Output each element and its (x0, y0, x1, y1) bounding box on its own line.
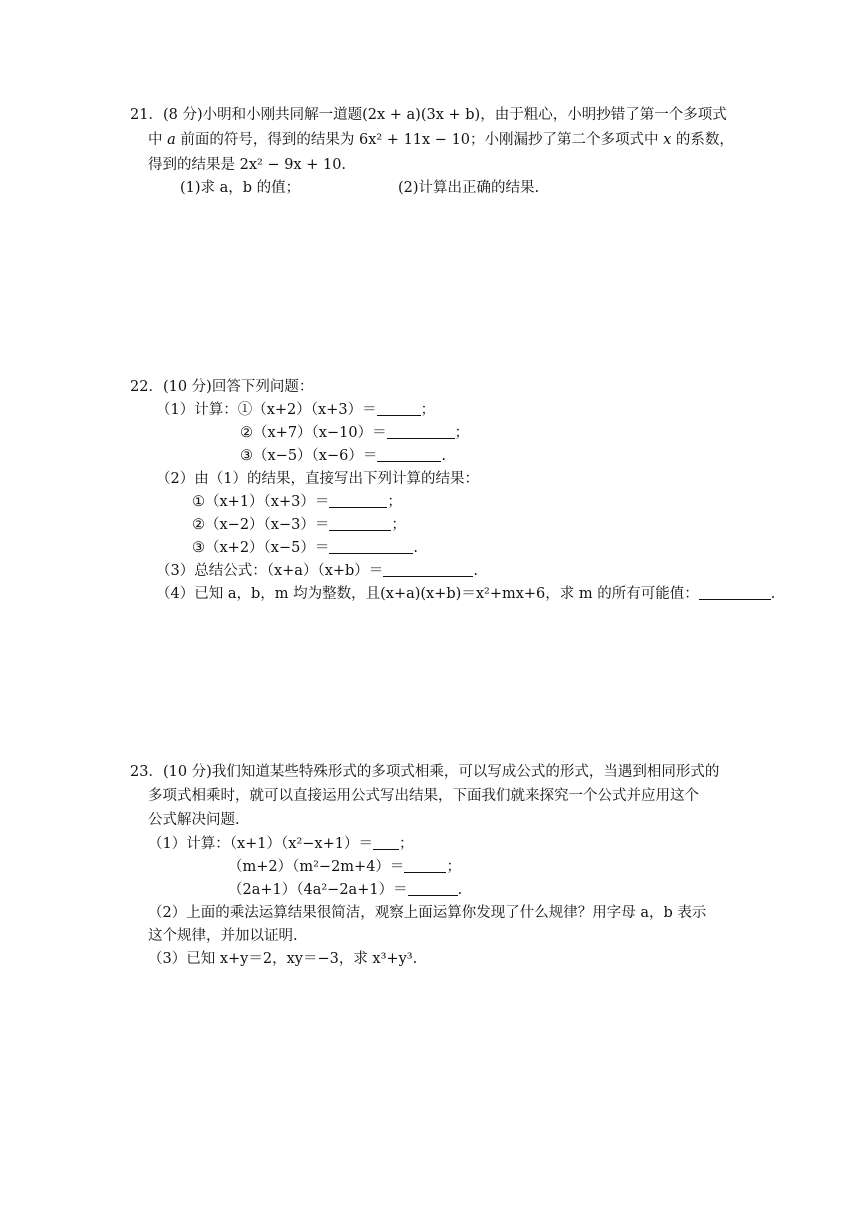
answer-blank[interactable] (373, 834, 399, 850)
q22-part-1-line-2: ②（x+7）（x−10）＝ ； (240, 425, 470, 441)
q21-text: 前面的符号，得到的结果为 (175, 132, 359, 148)
q21-var: x (663, 132, 672, 148)
q23-part-2-line-2: 这个规律，并加以证明. (148, 928, 298, 944)
q22-number: 22． (130, 379, 163, 395)
answer-blank[interactable] (387, 423, 455, 439)
q22-part-2-item: ②（x−2）（x−3）＝ (192, 517, 330, 533)
q22-part-2-line-2: ②（x−2）（x−3）＝ ； (192, 517, 406, 533)
q21-result-2: 2x² − 9x + 10 (239, 157, 342, 173)
q23-part-1-line-2: （m+2）（m²−2m+4）＝ ； (228, 859, 461, 875)
q23-part-1-label: （1）计算： (148, 836, 230, 852)
q23-points: (10 分) (162, 764, 212, 780)
q22-part-4-text: （4）已知 a，b，m 均为整数，且(x+a)(x+b)＝x²+mx+6，求 m 的所有可能值： (156, 586, 699, 602)
q23-intro-line-2: 多项式相乘时，就可以直接运用公式写出结果，下面我们就来探究一个公式并应用这个 (148, 788, 699, 804)
q23-intro-line-3: 公式解决问题. (148, 812, 240, 828)
q22-points: (10 分) (162, 379, 212, 395)
q21-text: ，由于粗心，小明抄错了第一个多项式 (480, 107, 727, 123)
q21-line-2 (148, 130, 734, 150)
q21-part-2: (2)计算出正确的结果. (398, 180, 540, 196)
q21-line-1 (130, 105, 727, 125)
q21-line-3 (148, 155, 346, 175)
q21-result-1: 6x² + 11x − 10 (358, 132, 471, 148)
answer-blank[interactable] (377, 446, 441, 462)
q23-part-1-item: （2a+1）（4a²−2a+1）＝ (228, 882, 408, 898)
answer-blank[interactable] (329, 492, 387, 508)
answer-blank[interactable] (329, 515, 391, 531)
q21-part-1: (1)求 a，b 的值； (180, 180, 301, 196)
q23-part-1-item: （x+1）（x²−x+1）＝ (229, 836, 373, 852)
q21-number: 21． (130, 107, 163, 123)
q22-part-1-item: ①（x+2）（x+3）＝ (237, 402, 377, 418)
q23-part-1-line-1: （1）计算：（x+1）（x²−x+1）＝ ； (148, 836, 414, 852)
answer-blank[interactable] (377, 400, 421, 416)
q22-part-3-text: （3）总结公式：（x+a）（x+b）＝ (156, 563, 384, 579)
q21-text: . (341, 157, 347, 173)
answer-blank[interactable] (404, 857, 446, 873)
q22-part-2-item: ①（x+1）（x+3）＝ (192, 494, 330, 510)
q21-expression: (2x + a)(3x + b) (362, 107, 481, 123)
q23-intro-line-1 (130, 762, 719, 782)
q22-part-1-item: ②（x+7）（x−10）＝ (240, 425, 387, 441)
q22-prompt: 回答下列问题： (211, 379, 314, 395)
q23-part-1-line-3: （2a+1）（4a²−2a+1）＝ . (228, 882, 463, 898)
q22-part-2-line-1: ①（x+1）（x+3）＝ ； (192, 494, 402, 510)
q22-part-1-line-1: （1）计算：①（x+2）（x+3）＝ ； (156, 402, 436, 418)
q23-part-1-item: （m+2）（m²−2m+4）＝ (228, 859, 405, 875)
q22-part-2-line-3: ③（x+2）（x−5）＝ . (192, 540, 418, 556)
answer-blank[interactable] (408, 880, 458, 896)
answer-blank[interactable] (329, 538, 413, 554)
q23-number: 23． (130, 764, 163, 780)
answer-blank[interactable] (383, 561, 473, 577)
q21-points: (8 分) (162, 107, 203, 123)
answer-blank[interactable] (699, 584, 771, 600)
q22-header (130, 377, 313, 397)
q22-part-3: （3）总结公式：（x+a）（x+b）＝ . (156, 563, 478, 579)
q21-text: ；小刚漏抄了第二个多项式中 (470, 132, 664, 148)
q23-part-3: （3）已知 x+y＝2，xy＝−3，求 x³+y³. (148, 951, 418, 967)
q21-text: 的系数， (671, 132, 734, 148)
q21-text: 中 (148, 132, 168, 148)
q22-part-2-item: ③（x+2）（x−5）＝ (192, 540, 330, 556)
q22-part-1-line-3: ③（x−5）（x−6）＝ . (240, 448, 446, 464)
q22-part-1-label: （1）计算： (156, 402, 238, 418)
q21-text: 小明和小刚共同解一道题 (202, 107, 363, 123)
q22-part-2-label: （2）由（1）的结果，直接写出下列计算的结果： (156, 471, 479, 487)
q23-part-2-line-1: （2）上面的乘法运算结果很简洁，观察上面运算你发现了什么规律？用字母 a，b 表示 (148, 905, 707, 921)
q22-part-4: （4）已知 a，b，m 均为整数，且(x+a)(x+b)＝x²+mx+6，求 m 的所有可能值： . (156, 586, 776, 602)
q22-part-1-item: ③（x−5）（x−6）＝ (240, 448, 378, 464)
q23-intro-text: 我们知道某些特殊形式的多项式相乘，可以写成公式的形式，当遇到相同形式的 (211, 764, 720, 780)
q21-text: 得到的结果是 (148, 157, 240, 173)
q21-var: a (167, 132, 176, 148)
